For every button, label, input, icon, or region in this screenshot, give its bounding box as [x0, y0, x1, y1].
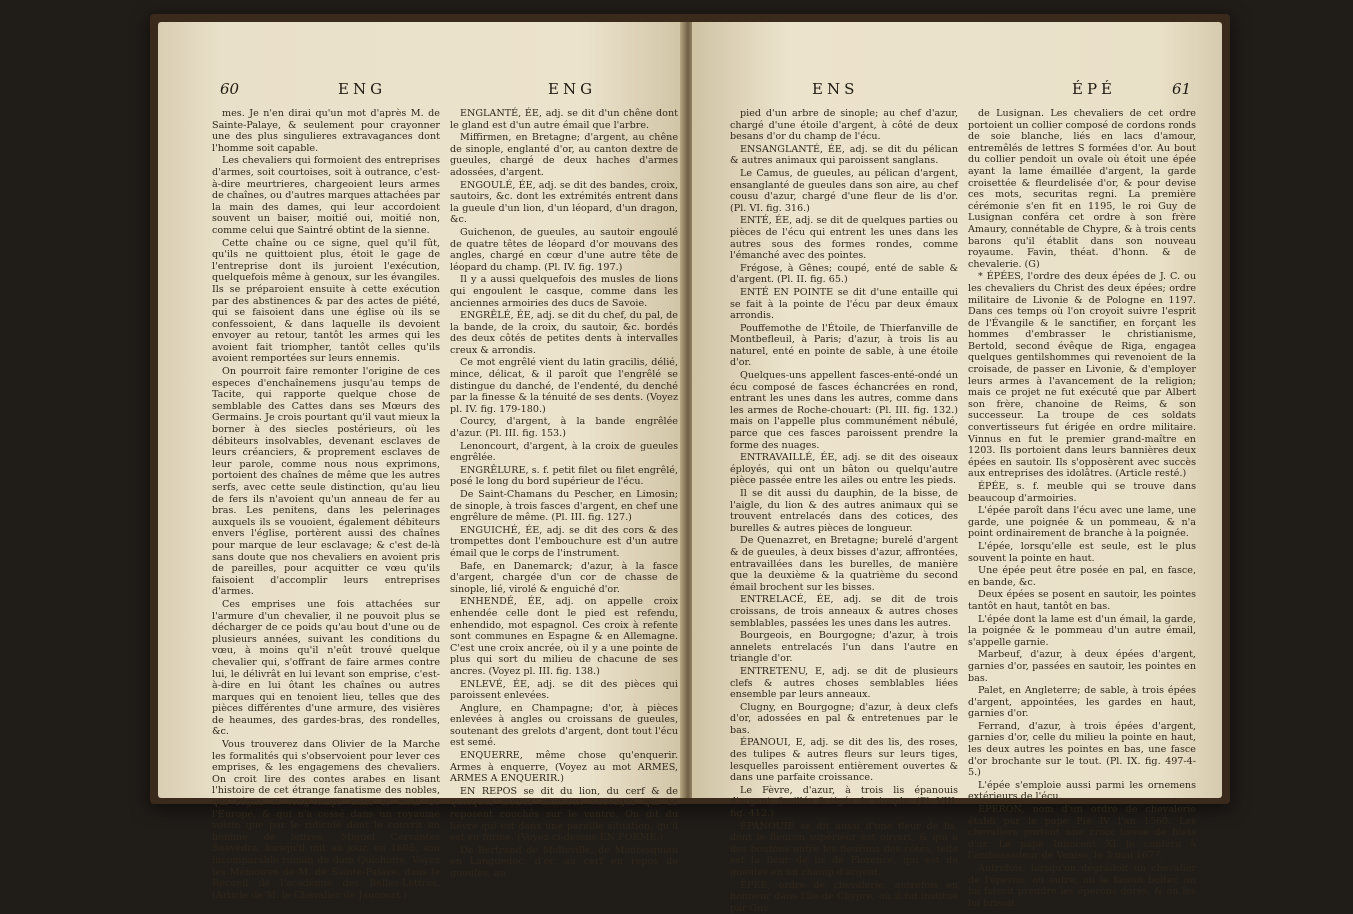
paragraph: Cette chaîne ou ce signe, quel qu'il fût, qu'ils ne quittoient plus, étoit le gage de l'entreprise dont ils juroient l'exécution, quelquefois même à genoux, sur les évangiles. Ils se préparoient ensuite à cette exécution par des abstinences & par des actes de piété, qui se faisoient dans une église où ils se confessoient, & dans laquelle ils devoient envoyer au retour, tantôt les armes qui les avoient fait triompher, tantôt celles qu'ils avoient remportées sur leurs ennemis. [212, 237, 440, 365]
paragraph: On pourroit faire remonter l'origine de ces especes d'enchaînemens jusqu'au temps de Tacite, qui rapporte quelque chose de semblable des Cattes dans ses Mœurs des Germains. Je crois pourtant qu'il vaut mieux la borner à des siecles postérieurs, où les débiteurs insolvables, devenant esclaves de leurs créanciers, & proprement esclaves de leur parole, comme nous nous exprimons, portoient des chaînes de même que les autres serfs, avec cette seule distinction, qu'au lieu de fers ils n'avoient qu'un anneau de fer au bras. Les penitens, dans les pelerinages auxquels ils se vouoient, également débiteurs envers l'église, portèrent aussi des chaînes pour marque de leur esclavage; & c'est de-là sans doute que nos chevaliers en avoient pris de pareilles, pour acquitter ce vœu qu'ils faisoient d'accomplir leurs entreprises d'armes. [212, 366, 440, 598]
paragraph: Bafe, en Danemarck; d'azur, à la fasce d'argent, chargée d'un cor de chasse de sinople, lié, virolé & enguiché d'or. [450, 560, 678, 595]
paragraph: ÉPANOUIE se dit aussi d'une fleur de lis, dont le fleuron supérieur est ouvert, & qui a des boutons entre les fleurons des côtés, telle est la fleur de lis de Florence, qui est de gueules en un champ d'argent. [730, 820, 958, 878]
paragraph: ÉPÉE, ordre de chevalerie, autrefois en honneur dans l'île de Chypre, où il fut institué par Guy [730, 879, 958, 914]
paragraph: Lenoncourt, d'argent, à la croix de gueules engrêlée. [450, 440, 678, 464]
running-head: ÉPÉ [1072, 80, 1116, 98]
paragraph: Une épée peut être posée en pal, en fasce, en bande, &c. [968, 565, 1196, 588]
paragraph: ENSANGLANTÉ, ÉE, adj. se dit du pélican & autres animaux qui paroissent sanglans. [730, 143, 958, 167]
paragraph: Courcy, d'argent, à la bande engrêlée d'azur. (Pl. III. fig. 153.) [450, 416, 678, 440]
paragraph: Il se dit aussi du dauphin, de la bisse, de l'aigle, du lion & des autres animaux qui se trouvent entrelacés dans des cotices, des burelles & autres pièces de longueur. [730, 488, 958, 534]
paragraph: mes. Je n'en dirai qu'un mot d'après M. de Sainte-Palaye, & seulement pour crayonner une des plus singulieres extravagances dont l'homme soit capable. [212, 108, 440, 154]
paragraph: Clugny, en Bourgogne; d'azur, à deux clefs d'or, adossées en pal & entretenues par le bas. [730, 701, 958, 736]
paragraph: EN REPOS se dit du lion, du cerf & de quelques autres animaux sauvages qui se reposent couchés sur le ventre. On dit du lièvre qui est dans une pareille situation, qu'il est en forme. (Voyez ci-dessus EN FORME.) [450, 785, 678, 844]
paragraph: ÉPÉE, s. f. meuble qui se trouve dans beaucoup d'armoiries. [968, 481, 1196, 504]
paragraph: ENTÉ EN POINTE se dit d'une entaille qui se fait à la pointe de l'écu par deux émaux arrondis. [730, 286, 958, 322]
paragraph: ENTÉ, ÉE, adj. se dit de quelques parties ou pièces de l'écu qui entrent les unes dans les autres sous des formes rondes, comme l'émanché avec des pointes. [730, 215, 958, 262]
paragraph: ENTRETENU, E, adj. se dit de plusieurs clefs & autres choses semblables liées ensemble par leurs anneaux. [730, 665, 958, 701]
paragraph: pied d'un arbre de sinople; au chef d'azur, chargé d'une étoile d'argent, à côté de deux besans d'or du champ de l'écu. [730, 108, 958, 143]
running-head: ENS [812, 80, 859, 98]
paragraph: Deux épées se posent en sautoir, les pointes tantôt en haut, tantôt en bas. [968, 589, 1196, 612]
text-column [968, 108, 1196, 909]
paragraph: Les chevaliers qui formoient des entreprises d'armes, soit courtoises, soit à outrance, c'est-à-dire meurtrieres, chargeoient leurs armes de chaînes, ou d'autres marques attachées par la main des dames, qui leur accordoient souvent un baiser, moitié oui, moitié non, comme celui que Saintré obtint de la sienne. [212, 155, 440, 236]
paragraph: ENGOULÉ, ÉE, adj. se dit des bandes, croix, sautoirs, &c. dont les extrémités entrent dans la gueule d'un lion, d'un léopard, d'un dragon, &c. [450, 179, 678, 226]
paragraph: Le Camus, de gueules, au pélican d'argent, ensanglanté de gueules dans son aire, au chef cousu d'azur, chargé d'une fleur de lis d'or. (Pl. VI. fig. 316.) [730, 167, 958, 214]
paragraph: ENTRELACÉ, ÉE, adj. se dit de trois croissans, de trois anneaux & autres choses semblables, passées les unes dans les autres. [730, 594, 958, 629]
running-head: ENG [338, 80, 387, 98]
page-number: 61 [1172, 80, 1192, 98]
paragraph: De Bertrand de Molleville, de Montesquieu en Languedoc; d'or, au cerf en repos de gueules, au [450, 844, 678, 879]
paragraph: Palet, en Angleterre; de sable, à trois épées d'argent, appointées, les gardes en haut, garnies d'or. [968, 685, 1196, 720]
paragraph: ENLEVÉ, ÉE, adj. se dit des pièces qui paroissent enlevées. [450, 678, 678, 702]
paragraph: De Quenazret, en Bretagne; burelé d'argent & de gueules, à deux bisses d'azur, affrontées, entravaillées dans les burelles, de manière que la deuxième & la quatrième du second émail brochent sur les bisses. [730, 535, 958, 593]
paragraph: ÉPERON, nom d'un ordre de chevalerie établi par le pape Pie IV l'an 1560. Les chevaliers portent une croix tissue de filets d'or. Le pape Innocent XI le conféra à l'ambassadeur de Venise, le 3 mai 1677. [968, 804, 1196, 862]
paragraph: Le Fèvre, d'azur, à trois lis épanouis d'argent, feuillés & tigés de sinople. (Pl. VIII. fig. 412.) [730, 784, 958, 820]
paragraph: Autrefois, lorsqu'on dégradoit un chevalier de l'éperon, ou autre, ou le faisoit boîter, on lui faisoit prendre les éperons dorés, & on les lui brisoit [968, 863, 1196, 909]
paragraph: Frégose, à Gênes; coupé, enté de sable & d'argent. (Pl. II. fig. 65.) [730, 262, 958, 286]
book-spread [150, 14, 1230, 914]
paragraph: L'épée paroît dans l'écu avec une lame, une garde, une poignée & un pommeau, & n'a point ordinairement de branche à la poignée. [968, 505, 1196, 540]
paragraph: ENQUERRE, même chose qu'enquerir. Armes à enquerre, (Voyez au mot ARMES, ARMES A ENQUERIR.) [450, 750, 678, 785]
paragraph: de Lusignan. Les chevaliers de cet ordre portoient un collier composé de cordons ronds de soie blanche, liés en lacs d'amour, entremêlés de lettres S formées d'or. Au bout du collier pendoit un ovale où étoit une épée ayant la lame émaillée d'argent, la garde croisettée & fleurdelisée d'or, & pour devise ces mots, securitas regni. La première cérémonie s'en fit en 1195, le roi Guy de Lusignan conféra cet ordre à son frère Amaury, connétable de Chypre, & à trois cents barons qu'il établit dans son nouveau royaume. Favin, théat. d'honn. & de chevalerie. (G) [968, 108, 1196, 270]
paragraph: ENTRAVAILLÉ, ÉE, adj. se dit des oiseaux éployés, qui ont un bâton ou quelqu'autre pièce passée entre les ailes ou entre les pieds. [730, 452, 958, 487]
paragraph: Pouffemothe de l'Étoile, de Thierfanville de Montbefleuil, à Paris; d'azur, à trois lis au naturel, enté en pointe de sable, à une étoile d'or. [730, 322, 958, 369]
paragraph: Anglure, en Champagne; d'or, à pièces enlevées à angles ou croissans de gueules, soutenant des grelots d'argent, dont tout l'écu est semé. [450, 702, 678, 749]
paragraph: * ÉPÉES, l'ordre des deux épées de J. C. ou les chevaliers du Christ des deux épées; ordre militaire de Livonie & de Pologne en 1197. Dans ces temps où l'on croyoit suivre l'esprit de l'Évangile & le sanctifier, en forçant les hommes d'embrasser le christianisme, Bertold, second évêque de Riga, engagea quelques gentilshommes qui revenoient de la croisade, de passer en Livonie, & d'employer leurs armes à l'avancement de la religion; mais ce projet ne fut exécuté que par Albert son frère, chanoine de Reims, & son successeur. La troupe de ces soldats convertisseurs fut érigée en ordre militaire. Vinnus en fut le premier grand-maître en 1203. Ils portoient dans leurs bannières deux épées en sautoir. Ils s'opposèrent avec succès aux entreprises des idolâtres. (Article resté.) [968, 271, 1196, 480]
paragraph: Vous trouverez dans Olivier de la Marche les formalités qui s'observoient pour lever ces emprises, & les engagemens des chevaliers. On croit lire des contes arabes en lisant l'histoire de cet étrange fanatisme des nobles, qui régna si long-temps dans le midi de l'Europe, & qui n'a cessé dans un royaume voisin que par le ridicule dont le couvrit un homme de lettres, Miguel Cervantes Saavedra, lorsqu'il mit au jour, en 1605, son incomparable roman de dom Quichotte. Voyez les Mémoires de M. de Sainte-Palaye, dans le Recueil de l'académie des Belles-Lettres. (Article de M. le Chevalier de Jaucourt.) [212, 739, 440, 901]
paragraph: ENGRÊLURE, s. f. petit filet ou filet engrêlé, posé le long du bord supérieur de l'écu. [450, 464, 678, 488]
paragraph: Marbeuf, d'azur, à deux épées d'argent, garnies d'or, passées en sautoir, les pointes en bas. [968, 649, 1196, 684]
paragraph: Miffirmen, en Bretagne; d'argent, au chêne de sinople, englanté d'or, au canton dextre de gueules, chargé de deux haches d'armes adossées, d'argent. [450, 132, 678, 178]
paragraph: Ce mot engrêlé vient du latin gracilis, délié, mince, délicat, & il paroît que l'engrêlé se distingue du danché, de l'endenté, du denché par la finesse & la ténuité de ses dents. (Voyez pl. IV. fig. 179-180.) [450, 357, 678, 415]
paragraph: L'épée dont la lame est d'un émail, la garde, la poignée & le pommeau d'un autre émail, s'appelle garnie. [968, 613, 1196, 648]
text-column [212, 108, 440, 901]
paragraph: L'épée, lorsqu'elle est seule, est le plus souvent la pointe en haut. [968, 540, 1196, 564]
paragraph: ENGLANTÉ, ÉE, adj. se dit d'un chêne dont le gland est d'un autre émail que l'arbre. [450, 108, 678, 131]
paragraph: ENGRÊLÉ, ÉE, adj. se dit du chef, du pal, de la bande, de la croix, du sautoir, &c. bordés des deux côtés de petites dents à intervalles creux & arrondis. [450, 310, 678, 356]
paragraph: Il y a aussi quelquefois des musles de lions qui engoulent le casque, comme dans les anciennes armoiries des ducs de Savoie. [450, 274, 678, 309]
paragraph: ENGUICHÉ, ÉE, adj. se dit des cors & des trompettes dont l'embouchure est d'un autre émail que le corps de l'instrument. [450, 524, 678, 559]
text-column [730, 108, 958, 914]
paragraph: De Saint-Chamans du Pescher, en Limosin; de sinople, à trois fasces d'argent, en chef une engrêlure de même. (Pl. III. fig. 127.) [450, 489, 678, 524]
running-head: ENG [548, 80, 597, 98]
paragraph: Ces emprises une fois attachées sur l'armure d'un chevalier, il ne pouvoit plus se décharger de ce poids qu'au bout d'une ou de plusieurs années, suivant les conditions du vœu, à moins qu'il n'eût trouvé quelque chevalier qui, s'offrant de faire armes contre lui, le délivrât en lui levant son emprise, c'est-à-dire en lui ôtant les chaînes ou autres marques qui en tenoient lieu, telles que des pièces différentes d'une armure, des visières de heaumes, des gardes-bras, des rondelles, &c. [212, 598, 440, 738]
paragraph: Bourgeois, en Bourgogne; d'azur, à trois annelets entrelacés l'un dans l'autre en triangle d'or. [730, 630, 958, 665]
left-page [158, 22, 688, 901]
right-page [692, 22, 1222, 914]
paragraph: L'épée s'emploie aussi parmi les ornemens extérieurs de l'écu. [968, 779, 1196, 803]
paragraph: ENHENDÉ, ÉE, adj. on appelle croix enhendée celle dont le pied est refendu, enhendido, mot espagnol. Ces croix à refente sont communes en Espagne & en Allemagne. C'est une croix ancrée, où il y a une pointe de plus qui sort du milieu de chacune de ses ancres. (Voyez pl. III. fig. 138.) [450, 596, 678, 677]
text-column [450, 108, 678, 879]
paragraph: ÉPANOUI, E, adj. se dit des lis, des roses, des tulipes & autres fleurs sur leurs tiges, lesquelles paroissent entièrement ouvertes & dans une parfaite croissance. [730, 737, 958, 784]
paragraph: Ferrand, d'azur, à trois épées d'argent, garnies d'or, celle du milieu la pointe en haut, les deux autres les pointes en bas, une fasce d'or brochante sur le tout. (Pl. IX. fig. 497-4-5.) [968, 720, 1196, 779]
paragraph: Guichenon, de gueules, au sautoir engoulé de quatre têtes de léopard d'or mouvans des angles, chargé en cœur d'une autre tête de léopard du champ. (Pl. IV. fig. 197.) [450, 226, 678, 273]
page-number: 60 [220, 80, 240, 98]
paragraph: Quelques-uns appellent fasces-enté-ondé un écu composé de fasces échancrées en rond, entrant les unes dans les autres, comme dans les armes de Roche-chouart: (Pl. III. fig. 132.) mais on l'appelle plus communément nébulé, parce que ces fasces paroissent prendre la forme des nuages. [730, 370, 958, 451]
